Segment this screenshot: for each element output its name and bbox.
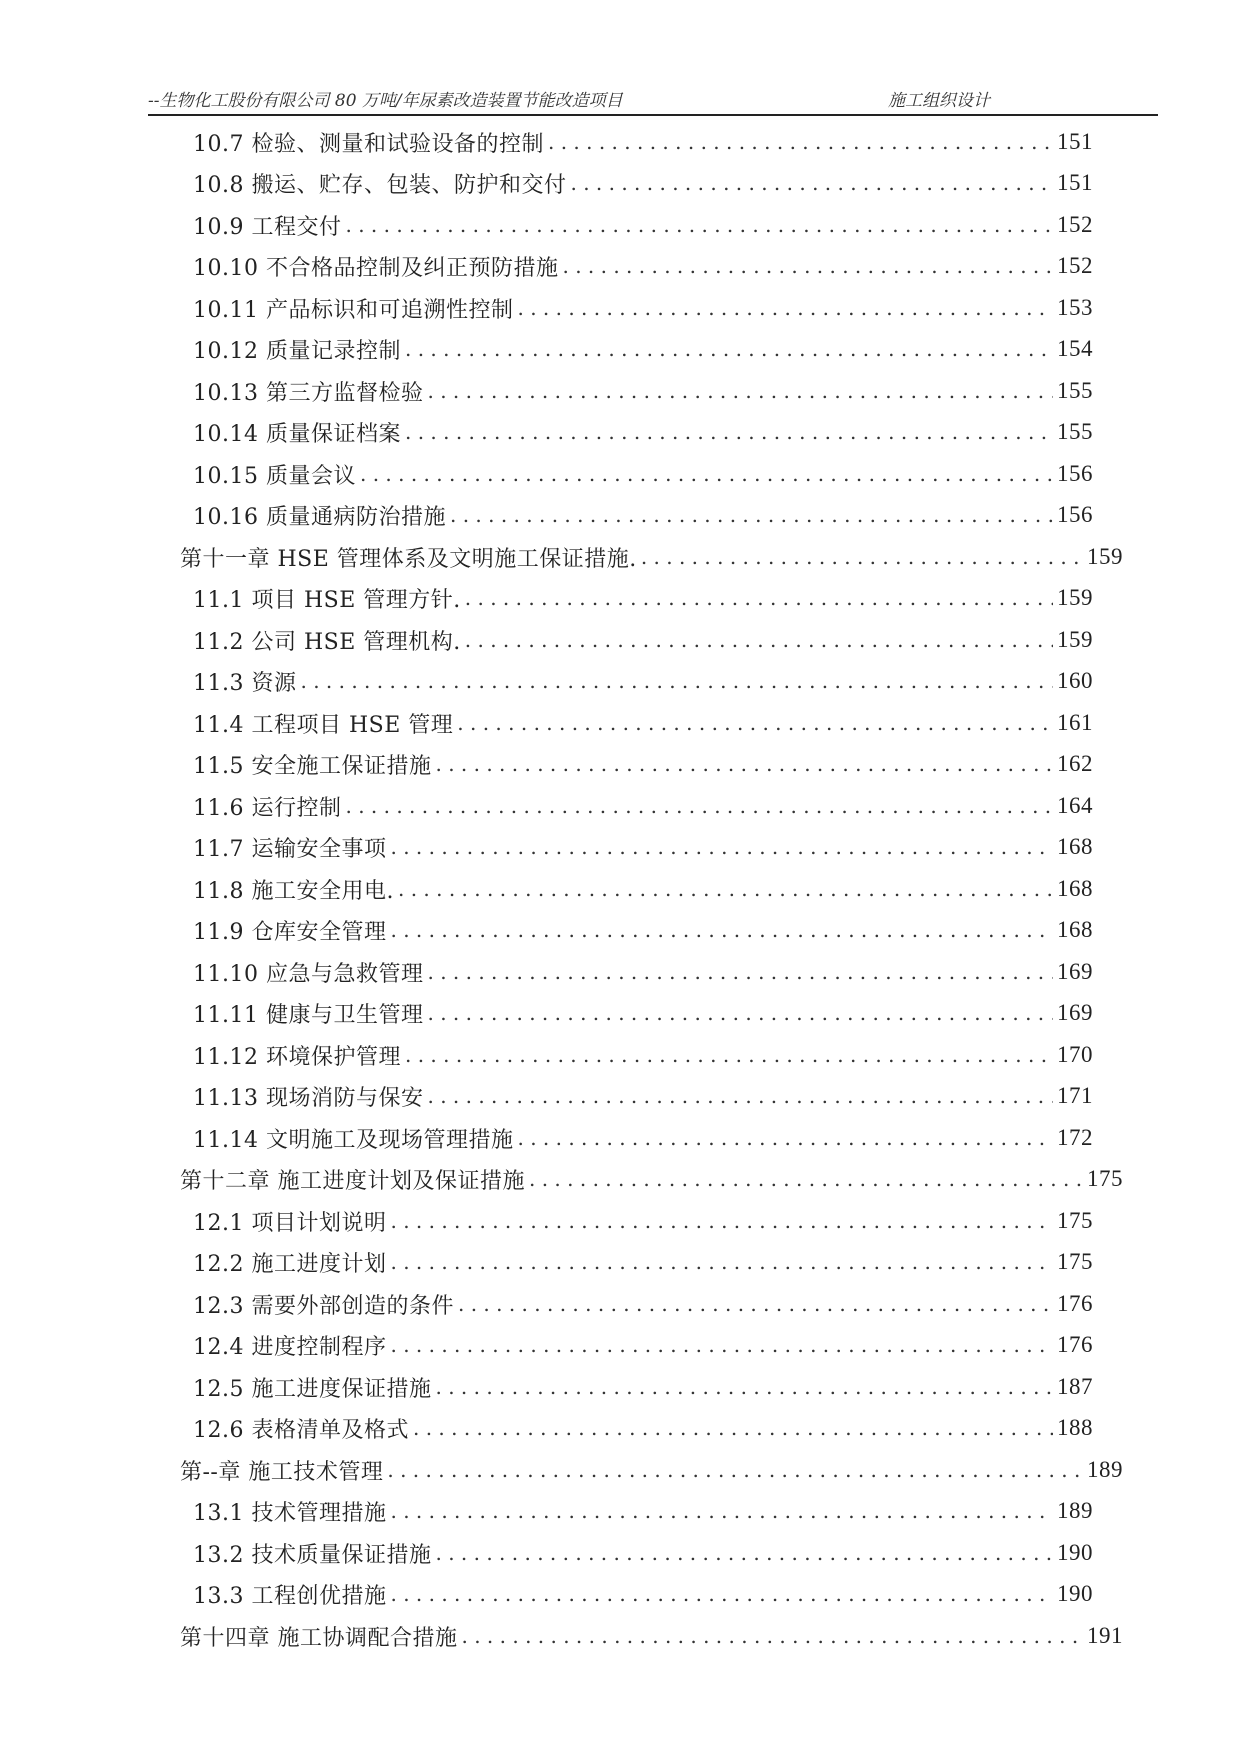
toc-entry xyxy=(193,163,1093,203)
toc-entry-label: 10.13 第三方监督检验 xyxy=(193,380,424,406)
toc-page-number: 160 xyxy=(1057,668,1093,693)
toc-entry xyxy=(193,454,1093,494)
toc-dot-leader xyxy=(562,254,1053,278)
toc-entry xyxy=(193,1076,1093,1116)
toc-entry xyxy=(193,1408,1093,1448)
toc-dot-leader xyxy=(435,752,1053,776)
toc-entry-label: 第十一章 HSE 管理体系及文明施工保证措施. xyxy=(180,546,637,572)
toc-dot-leader xyxy=(413,1416,1053,1440)
toc-dot-leader xyxy=(427,379,1053,403)
toc-dot-leader xyxy=(427,1001,1053,1025)
toc-dot-leader xyxy=(548,130,1053,154)
toc-entry-label: 10.7 检验、测量和试验设备的控制 xyxy=(193,131,544,157)
toc-page-number: 156 xyxy=(1057,461,1093,486)
toc-entry-label: 11.7 运输安全事项 xyxy=(193,836,387,862)
toc-chapter-entry xyxy=(180,1159,1123,1199)
toc-entry xyxy=(193,412,1093,452)
toc-entry xyxy=(193,1533,1093,1573)
toc-entry-label: 10.8 搬运、贮存、包装、防护和交付 xyxy=(193,172,567,198)
toc-dot-leader xyxy=(390,1582,1053,1606)
toc-page-number: 152 xyxy=(1057,253,1093,278)
toc-entry-label: 12.4 进度控制程序 xyxy=(193,1334,387,1360)
toc-entry-label: 10.9 工程交付 xyxy=(193,214,342,240)
header-project-title: --生物化工股份有限公司 80 万吨/年尿素改造装置节能改造项目 xyxy=(148,91,623,111)
toc-dot-leader xyxy=(390,1209,1053,1233)
toc-entry-label: 11.8 施工安全用电. xyxy=(193,878,394,904)
toc-entry-label: 12.6 表格清单及格式 xyxy=(193,1417,409,1443)
toc-entry xyxy=(193,122,1093,162)
toc-entry xyxy=(193,1325,1093,1365)
toc-page-number: 170 xyxy=(1057,1042,1093,1067)
toc-entry-label: 12.2 施工进度计划 xyxy=(193,1251,387,1277)
toc-entry xyxy=(193,329,1093,369)
toc-dot-leader xyxy=(435,1375,1053,1399)
toc-page-number: 176 xyxy=(1057,1291,1093,1316)
toc-entry xyxy=(193,910,1093,950)
toc-entry xyxy=(193,952,1093,992)
toc-entry xyxy=(193,1118,1093,1158)
toc-dot-leader xyxy=(462,1624,1084,1648)
toc-dot-leader xyxy=(390,1499,1053,1523)
toc-entry-label: 10.10 不合格品控制及纠正预防措施 xyxy=(193,255,559,281)
toc-entry-label: 12.1 项目计划说明 xyxy=(193,1210,387,1236)
toc-entry xyxy=(193,371,1093,411)
toc-dot-leader xyxy=(465,586,1053,610)
toc-entry-label: 11.10 应急与急救管理 xyxy=(193,961,424,987)
toc-page-number: 153 xyxy=(1057,295,1093,320)
toc-entry xyxy=(193,786,1093,826)
toc-entry-label: 11.3 资源 xyxy=(193,670,297,696)
toc-page-number: 164 xyxy=(1057,793,1093,818)
toc-page-number: 155 xyxy=(1057,378,1093,403)
toc-page-number: 162 xyxy=(1057,751,1093,776)
toc-entry-label: 第十二章 施工进度计划及保证措施 xyxy=(180,1168,525,1194)
header-document-type: 施工组织设计 xyxy=(888,91,990,111)
toc-entry-label: 第--章 施工技术管理 xyxy=(180,1459,384,1485)
toc-page-number: 190 xyxy=(1057,1540,1093,1565)
toc-entry xyxy=(193,1242,1093,1282)
toc-entry-label: 11.9 仓库安全管理 xyxy=(193,919,387,945)
toc-entry xyxy=(193,578,1093,618)
toc-entry-label: 11.6 运行控制 xyxy=(193,795,342,821)
toc-dot-leader xyxy=(345,213,1053,237)
toc-page-number: 172 xyxy=(1057,1125,1093,1150)
toc-page-number: 159 xyxy=(1057,627,1093,652)
toc-entry xyxy=(193,205,1093,245)
toc-dot-leader xyxy=(435,1541,1053,1565)
toc-page-number: 159 xyxy=(1057,585,1093,610)
toc-entry-label: 11.13 现场消防与保安 xyxy=(193,1085,424,1111)
toc-entry-label: 13.3 工程创优措施 xyxy=(193,1583,387,1609)
toc-dot-leader xyxy=(300,669,1053,693)
toc-dot-leader xyxy=(390,1333,1053,1357)
toc-page-number: 175 xyxy=(1087,1166,1123,1191)
toc-dot-leader xyxy=(641,545,1083,569)
toc-chapter-entry xyxy=(180,1450,1123,1490)
toc-dot-leader xyxy=(387,1458,1083,1482)
toc-dot-leader xyxy=(427,960,1053,984)
toc-entry xyxy=(193,288,1093,328)
toc-page-number: 168 xyxy=(1057,834,1093,859)
toc-entry xyxy=(193,1367,1093,1407)
toc-entry-label: 11.11 健康与卫生管理 xyxy=(193,1002,424,1028)
toc-entry xyxy=(193,246,1093,286)
toc-page-number: 175 xyxy=(1057,1208,1093,1233)
header-divider xyxy=(148,114,1158,116)
toc-entry xyxy=(193,1491,1093,1531)
toc-page-number: 152 xyxy=(1057,212,1093,237)
toc-dot-leader xyxy=(465,628,1053,652)
toc-page-number: 171 xyxy=(1057,1083,1093,1108)
toc-entry-label: 第十四章 施工协调配合措施 xyxy=(180,1625,458,1651)
toc-entry-label: 10.14 质量保证档案 xyxy=(193,421,401,447)
toc-entry-label: 11.2 公司 HSE 管理机构. xyxy=(193,629,461,655)
toc-dot-leader xyxy=(570,171,1053,195)
toc-page-number: 189 xyxy=(1087,1457,1123,1482)
toc-dot-leader xyxy=(405,420,1053,444)
toc-page-number: 151 xyxy=(1057,129,1093,154)
toc-entry xyxy=(193,827,1093,867)
toc-page-number: 175 xyxy=(1057,1249,1093,1274)
toc-entry-label: 13.1 技术管理措施 xyxy=(193,1500,387,1526)
toc-entry xyxy=(193,495,1093,535)
toc-page-number: 168 xyxy=(1057,917,1093,942)
toc-entry xyxy=(193,703,1093,743)
toc-page-number: 169 xyxy=(1057,959,1093,984)
toc-page-number: 169 xyxy=(1057,1000,1093,1025)
toc-dot-leader xyxy=(405,337,1053,361)
toc-entry-label: 12.5 施工进度保证措施 xyxy=(193,1376,432,1402)
toc-dot-leader xyxy=(405,1043,1053,1067)
toc-page-number: 176 xyxy=(1057,1332,1093,1357)
toc-dot-leader xyxy=(427,1084,1053,1108)
toc-dot-leader xyxy=(390,918,1053,942)
toc-page-number: 189 xyxy=(1057,1498,1093,1523)
toc-dot-leader xyxy=(517,296,1053,320)
toc-entry-label: 10.15 质量会议 xyxy=(193,463,356,489)
toc-entry-label: 11.1 项目 HSE 管理方针. xyxy=(193,587,461,613)
toc-dot-leader xyxy=(398,877,1053,901)
toc-dot-leader xyxy=(529,1167,1083,1191)
toc-dot-leader xyxy=(360,462,1053,486)
toc-page-number: 187 xyxy=(1057,1374,1093,1399)
toc-entry-label: 11.4 工程项目 HSE 管理 xyxy=(193,712,454,738)
toc-entry-label: 11.14 文明施工及现场管理措施 xyxy=(193,1127,514,1153)
toc-dot-leader xyxy=(457,711,1053,735)
toc-dot-leader xyxy=(458,1292,1053,1316)
toc-entry-label: 10.16 质量通病防治措施 xyxy=(193,504,446,530)
toc-dot-leader xyxy=(517,1126,1053,1150)
page-header xyxy=(148,86,1158,114)
toc-page-number: 151 xyxy=(1057,170,1093,195)
toc-page-number: 191 xyxy=(1087,1623,1123,1648)
toc-chapter-entry xyxy=(180,537,1123,577)
toc-entry xyxy=(193,1574,1093,1614)
toc-entry-label: 12.3 需要外部创造的条件 xyxy=(193,1293,454,1319)
toc-entry-label: 10.11 产品标识和可追溯性控制 xyxy=(193,297,514,323)
toc-page-number: 155 xyxy=(1057,419,1093,444)
toc-page-number: 154 xyxy=(1057,336,1093,361)
toc-dot-leader xyxy=(390,1250,1053,1274)
toc-page-number: 156 xyxy=(1057,502,1093,527)
toc-entry xyxy=(193,993,1093,1033)
toc-entry-label: 13.2 技术质量保证措施 xyxy=(193,1542,432,1568)
toc-entry xyxy=(193,620,1093,660)
toc-page-number: 190 xyxy=(1057,1581,1093,1606)
toc-entry-label: 10.12 质量记录控制 xyxy=(193,338,401,364)
toc-entry-label: 11.12 环境保护管理 xyxy=(193,1044,401,1070)
toc-entry xyxy=(193,1201,1093,1241)
toc-dot-leader xyxy=(345,794,1053,818)
toc-entry xyxy=(193,869,1093,909)
toc-chapter-entry xyxy=(180,1616,1123,1656)
toc-page-number: 159 xyxy=(1087,544,1123,569)
toc-page-number: 161 xyxy=(1057,710,1093,735)
toc-dot-leader xyxy=(390,835,1053,859)
toc-entry xyxy=(193,661,1093,701)
toc-page-number: 188 xyxy=(1057,1415,1093,1440)
toc-entry xyxy=(193,1284,1093,1324)
toc-entry xyxy=(193,744,1093,784)
toc-page-number: 168 xyxy=(1057,876,1093,901)
toc-entry xyxy=(193,1035,1093,1075)
toc-dot-leader xyxy=(450,503,1053,527)
toc-entry-label: 11.5 安全施工保证措施 xyxy=(193,753,432,779)
